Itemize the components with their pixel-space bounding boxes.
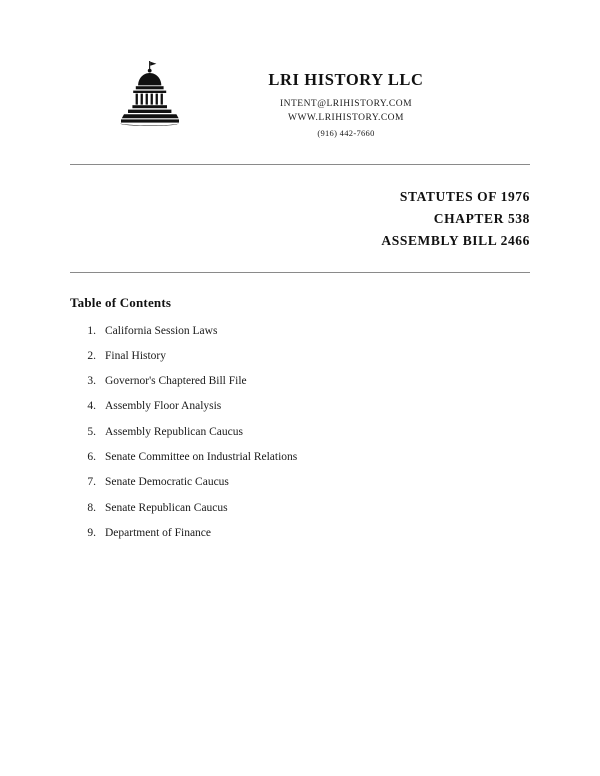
list-item[interactable]: [70, 451, 530, 465]
table-of-contents-heading: Table of Contents: [70, 294, 172, 310]
list-item[interactable]: [70, 527, 530, 541]
list-item-number: 8.: [87, 501, 96, 514]
list-item[interactable]: [70, 350, 530, 364]
logo-container: [104, 54, 196, 126]
list-item-label: Assembly Republican Caucus: [105, 425, 243, 438]
org-email: INTENT@LRIHISTORY.COM: [279, 99, 413, 109]
list-item[interactable]: [70, 502, 530, 516]
list-item-number: 1.: [87, 324, 96, 337]
list-item-label: Department of Finance: [105, 526, 212, 539]
list-item-label: Senate Democratic Caucus: [105, 476, 229, 489]
list-item[interactable]: [70, 476, 530, 490]
list-item-label: Governor's Chaptered Bill File: [105, 375, 247, 388]
list-item-label: Final History: [105, 349, 167, 362]
list-item-number: 7.: [87, 476, 96, 489]
list-item-number: 9.: [87, 526, 96, 539]
list-item[interactable]: [70, 325, 530, 339]
document-title-block: [70, 165, 530, 252]
list-item-number: 3.: [87, 375, 96, 388]
list-item-label: Senate Republican Caucus: [105, 501, 228, 514]
list-item[interactable]: [70, 375, 530, 389]
list-item[interactable]: [70, 400, 530, 414]
list-item-number: 2.: [87, 349, 96, 362]
chapter-number: CHAPTER 538: [433, 210, 530, 226]
letterhead: [0, 0, 600, 138]
org-name: LRI HISTORY LLC: [268, 70, 424, 89]
list-item-label: Senate Committee on Industrial Relations: [105, 451, 298, 464]
list-item-label: Assembly Floor Analysis: [105, 400, 222, 413]
table-of-contents-list: [70, 311, 530, 541]
list-item-label: California Session Laws: [105, 324, 218, 337]
org-phone: (916) 442-7660: [317, 128, 375, 138]
statutes-year: STATUTES OF 1976: [399, 189, 530, 204]
list-item-number: 5.: [87, 425, 96, 438]
organization-info: [196, 54, 496, 138]
list-item[interactable]: [70, 426, 530, 440]
capitol-dome-icon: [119, 60, 181, 126]
bill-number: ASSEMBLY BILL 2466: [381, 232, 530, 248]
org-website: WWW.LRIHISTORY.COM: [288, 113, 404, 123]
list-item-number: 6.: [87, 451, 96, 464]
list-item-number: 4.: [87, 400, 96, 413]
